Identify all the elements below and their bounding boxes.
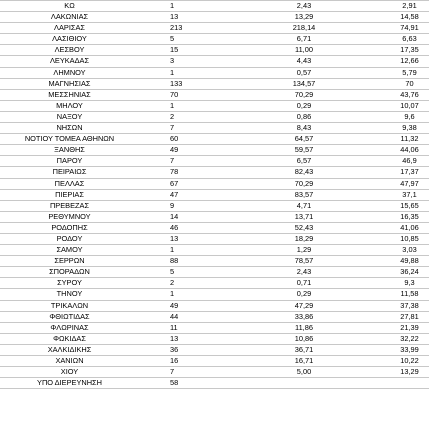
table-row: [0, 333, 429, 344]
region-cell: ΡΟΔΟΥ: [0, 233, 139, 244]
rate2-cell: 70: [359, 78, 429, 89]
rate2-cell: 49,88: [359, 256, 429, 267]
rate-cell: 5,00: [249, 367, 359, 378]
cases-cell: 2: [139, 111, 249, 122]
table-row: [0, 222, 429, 233]
cases-cell: 5: [139, 34, 249, 45]
rate2-cell: 16,35: [359, 211, 429, 222]
rate-cell: 10,86: [249, 333, 359, 344]
rate2-cell: 17,37: [359, 167, 429, 178]
region-cell: ΜΕΣΣΗΝΙΑΣ: [0, 89, 139, 100]
table-row: [0, 123, 429, 134]
rate-cell: 0,29: [249, 100, 359, 111]
rate-cell: 33,86: [249, 311, 359, 322]
cases-cell: 78: [139, 167, 249, 178]
rate2-cell: 47,97: [359, 178, 429, 189]
region-cell: ΧΑΝΙΩΝ: [0, 356, 139, 367]
cases-cell: 1: [139, 245, 249, 256]
region-cell: ΠΑΡΟΥ: [0, 156, 139, 167]
table-row: [0, 356, 429, 367]
region-cell: ΣΥΡΟΥ: [0, 278, 139, 289]
rate2-cell: 10,85: [359, 233, 429, 244]
rate-cell: 11,86: [249, 322, 359, 333]
region-cell: ΤΡΙΚΑΛΩΝ: [0, 300, 139, 311]
rate2-cell: 13,29: [359, 367, 429, 378]
rate2-cell: 37,38: [359, 300, 429, 311]
region-cell: ΦΩΚΙΔΑΣ: [0, 333, 139, 344]
rate-cell: 36,71: [249, 344, 359, 355]
rate-cell: 0,29: [249, 289, 359, 300]
table-row: [0, 56, 429, 67]
table-row: [0, 34, 429, 45]
rate2-cell: 17,35: [359, 45, 429, 56]
table-row: [0, 78, 429, 89]
region-cell: ΝΑΞΟΥ: [0, 111, 139, 122]
region-cell: ΛΑΚΩΝΙΑΣ: [0, 12, 139, 23]
region-cell: ΧΙΟΥ: [0, 367, 139, 378]
rate-cell: 6,71: [249, 34, 359, 45]
rate-cell: 47,29: [249, 300, 359, 311]
cases-cell: 49: [139, 300, 249, 311]
table-row: [0, 200, 429, 211]
rate2-cell: 74,91: [359, 23, 429, 34]
rate2-cell: 10,07: [359, 100, 429, 111]
table-row: [0, 134, 429, 145]
cases-cell: 1: [139, 289, 249, 300]
cases-cell: 213: [139, 23, 249, 34]
rate-cell: 52,43: [249, 222, 359, 233]
rate-cell: 70,29: [249, 89, 359, 100]
rate-cell: [249, 378, 359, 389]
cases-cell: 16: [139, 356, 249, 367]
table-row: [0, 233, 429, 244]
table-row: [0, 100, 429, 111]
table-row: [0, 1, 429, 12]
cases-cell: 60: [139, 134, 249, 145]
table-row: [0, 378, 429, 389]
cases-cell: 13: [139, 12, 249, 23]
region-cell: ΤΗΝΟΥ: [0, 289, 139, 300]
rate-cell: 0,86: [249, 111, 359, 122]
rate-cell: 4,43: [249, 56, 359, 67]
cases-cell: 88: [139, 256, 249, 267]
cases-cell: 7: [139, 123, 249, 134]
rate-cell: 18,29: [249, 233, 359, 244]
table-row: [0, 322, 429, 333]
table-row: [0, 45, 429, 56]
region-cell: ΜΗΛΟΥ: [0, 100, 139, 111]
rate-cell: 13,29: [249, 12, 359, 23]
region-cell: ΛΑΣΙΘΙΟΥ: [0, 34, 139, 45]
cases-cell: 36: [139, 344, 249, 355]
cases-cell: 7: [139, 367, 249, 378]
region-cell: ΝΟΤΙΟΥ ΤΟΜΕΑ ΑΘΗΝΩΝ: [0, 134, 139, 145]
rate2-cell: 10,22: [359, 356, 429, 367]
rate-cell: 16,71: [249, 356, 359, 367]
rate2-cell: 36,24: [359, 267, 429, 278]
cases-cell: 11: [139, 322, 249, 333]
rate-cell: 82,43: [249, 167, 359, 178]
cases-cell: 1: [139, 67, 249, 78]
rate-cell: 8,43: [249, 123, 359, 134]
cases-cell: 5: [139, 267, 249, 278]
cases-cell: 14: [139, 211, 249, 222]
table-row: [0, 367, 429, 378]
rate-cell: 59,57: [249, 145, 359, 156]
region-cell: ΚΩ: [0, 1, 139, 12]
rate-cell: 70,29: [249, 178, 359, 189]
cases-cell: 46: [139, 222, 249, 233]
table-row: [0, 267, 429, 278]
cases-cell: 1: [139, 1, 249, 12]
region-cell: ΧΑΛΚΙΔΙΚΗΣ: [0, 344, 139, 355]
cases-cell: 67: [139, 178, 249, 189]
region-cell: ΛΑΡΙΣΑΣ: [0, 23, 139, 34]
cases-cell: 49: [139, 145, 249, 156]
region-cell: ΦΛΩΡΙΝΑΣ: [0, 322, 139, 333]
cases-cell: 58: [139, 378, 249, 389]
rate-cell: 64,57: [249, 134, 359, 145]
rate2-cell: 21,39: [359, 322, 429, 333]
table-row: [0, 145, 429, 156]
region-cell: ΠΙΕΡΙΑΣ: [0, 189, 139, 200]
rate2-cell: 41,06: [359, 222, 429, 233]
rate-cell: 11,00: [249, 45, 359, 56]
rate2-cell: 27,81: [359, 311, 429, 322]
table-row: [0, 278, 429, 289]
rate2-cell: [359, 378, 429, 389]
region-cell: ΠΡΕΒΕΖΑΣ: [0, 200, 139, 211]
cases-cell: 1: [139, 100, 249, 111]
rate2-cell: 9,6: [359, 111, 429, 122]
table-row: [0, 12, 429, 23]
rate2-cell: 37,1: [359, 189, 429, 200]
cases-cell: 15: [139, 45, 249, 56]
region-cell: ΦΘΙΩΤΙΔΑΣ: [0, 311, 139, 322]
table-row: [0, 211, 429, 222]
region-cell: ΡΕΘΥΜΝΟΥ: [0, 211, 139, 222]
rate2-cell: 46,9: [359, 156, 429, 167]
rate2-cell: 3,03: [359, 245, 429, 256]
table-row: [0, 156, 429, 167]
table-row: [0, 67, 429, 78]
rate-cell: 13,71: [249, 211, 359, 222]
rate-cell: 6,57: [249, 156, 359, 167]
cases-cell: 70: [139, 89, 249, 100]
rate2-cell: 2,91: [359, 1, 429, 12]
rate2-cell: 12,66: [359, 56, 429, 67]
rate2-cell: 14,58: [359, 12, 429, 23]
region-cell: ΜΑΓΝΗΣΙΑΣ: [0, 78, 139, 89]
region-cell: ΥΠΟ ΔΙΕΡΕΥΝΗΣΗ: [0, 378, 139, 389]
rate2-cell: 15,65: [359, 200, 429, 211]
table-row: [0, 167, 429, 178]
table-body: [0, 1, 429, 389]
region-cell: ΝΗΣΩΝ: [0, 123, 139, 134]
rate-cell: 4,71: [249, 200, 359, 211]
table-row: [0, 344, 429, 355]
table-row: [0, 89, 429, 100]
region-cell: ΛΕΣΒΟΥ: [0, 45, 139, 56]
rate-cell: 134,57: [249, 78, 359, 89]
table-row: [0, 311, 429, 322]
cases-cell: 13: [139, 233, 249, 244]
region-cell: ΣΠΟΡΑΔΩΝ: [0, 267, 139, 278]
rate2-cell: 43,76: [359, 89, 429, 100]
cases-cell: 44: [139, 311, 249, 322]
region-cell: ΠΕΛΛΑΣ: [0, 178, 139, 189]
table-row: [0, 189, 429, 200]
region-cell: ΠΕΙΡΑΙΩΣ: [0, 167, 139, 178]
rate-cell: 0,57: [249, 67, 359, 78]
rate-cell: 1,29: [249, 245, 359, 256]
rate-cell: 78,57: [249, 256, 359, 267]
rate2-cell: 5,79: [359, 67, 429, 78]
cases-cell: 9: [139, 200, 249, 211]
cases-cell: 3: [139, 56, 249, 67]
cases-cell: 7: [139, 156, 249, 167]
cases-cell: 2: [139, 278, 249, 289]
cases-cell: 13: [139, 333, 249, 344]
rate-cell: 2,43: [249, 267, 359, 278]
rate2-cell: 9,38: [359, 123, 429, 134]
table-row: [0, 178, 429, 189]
rate2-cell: 6,63: [359, 34, 429, 45]
cases-cell: 133: [139, 78, 249, 89]
region-cell: ΛΗΜΝΟΥ: [0, 67, 139, 78]
table-row: [0, 245, 429, 256]
table-row: [0, 256, 429, 267]
table-row: [0, 23, 429, 34]
region-cell: ΣΑΜΟΥ: [0, 245, 139, 256]
region-cell: ΣΕΡΡΩΝ: [0, 256, 139, 267]
rate-cell: 83,57: [249, 189, 359, 200]
rate-cell: 218,14: [249, 23, 359, 34]
rate2-cell: 9,3: [359, 278, 429, 289]
cases-cell: 47: [139, 189, 249, 200]
table-row: [0, 289, 429, 300]
region-cell: ΞΑΝΘΗΣ: [0, 145, 139, 156]
rate-cell: 2,43: [249, 1, 359, 12]
table-row: [0, 111, 429, 122]
region-cell: ΛΕΥΚΑΔΑΣ: [0, 56, 139, 67]
rate-cell: 0,71: [249, 278, 359, 289]
rate2-cell: 11,58: [359, 289, 429, 300]
rate2-cell: 44,06: [359, 145, 429, 156]
region-cell: ΡΟΔΟΠΗΣ: [0, 222, 139, 233]
table-row: [0, 300, 429, 311]
rate2-cell: 11,32: [359, 134, 429, 145]
rate2-cell: 32,22: [359, 333, 429, 344]
rate2-cell: 33,99: [359, 344, 429, 355]
